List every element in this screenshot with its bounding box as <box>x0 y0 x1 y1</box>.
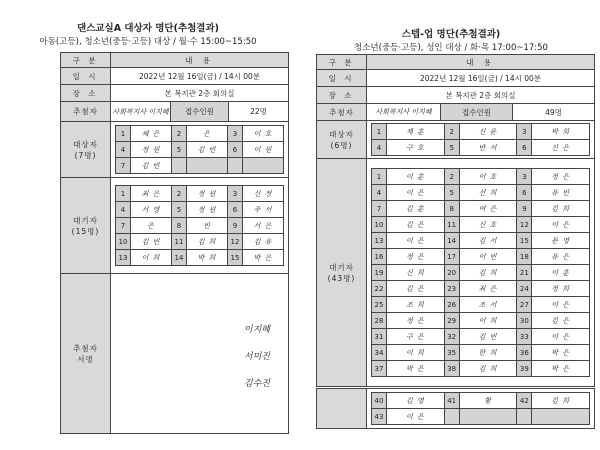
empty-cell <box>459 409 517 425</box>
entry-name: 김 희 <box>187 234 228 250</box>
empty-cell <box>228 158 243 174</box>
left-title: 댄스교실A 대상자 명단(추첨결과) <box>77 23 219 34</box>
left-subtitle: 아동(고등), 청소년(중등·고등) 대상 / 월·수 15:00~15:50 <box>39 37 257 47</box>
grid-row <box>372 169 590 185</box>
entry-number: 34 <box>372 345 387 361</box>
entry-name: 신 호 <box>459 217 517 233</box>
entry-number: 36 <box>517 345 532 361</box>
entry-name: 재 훈 <box>387 124 445 140</box>
entry-name: 김 빈 <box>131 158 172 174</box>
entry-name: 김 서 <box>459 233 517 249</box>
grid-row <box>116 126 284 142</box>
left-place-value: 본 복지관 2층 회의실 <box>111 85 289 102</box>
entry-name: 박 희 <box>187 250 228 266</box>
entry-name: 이 희 <box>387 345 445 361</box>
right-title: 스텝-업 명단(추첨결과) <box>401 29 501 40</box>
grid-row <box>372 265 590 281</box>
entry-number: 22 <box>372 281 387 297</box>
entry-number: 4 <box>116 202 131 218</box>
entry-number: 18 <box>517 249 532 265</box>
entry-number: 1 <box>372 124 387 140</box>
entry-name: 이 희 <box>459 313 517 329</box>
entry-name: 정 희 <box>532 281 590 297</box>
entry-number: 14 <box>444 233 459 249</box>
entry-number: 29 <box>444 313 459 329</box>
right-waiting-grid <box>371 168 590 377</box>
grid-row <box>372 409 590 425</box>
left-drawer-label: 추첨자 <box>61 102 111 122</box>
left-waiting-cell <box>111 178 289 274</box>
entry-name: 박 은 <box>387 361 445 377</box>
entry-name: 정 원 <box>131 142 172 158</box>
grid-row <box>372 249 590 265</box>
entry-name: 유 은 <box>532 249 590 265</box>
entry-name: 이 훈 <box>387 169 445 185</box>
entry-name: 구 은 <box>387 329 445 345</box>
right-date-value: 2022년 12월 16일(금) / 14시 00분 <box>367 70 595 87</box>
right-selected-grid <box>371 123 590 156</box>
entry-name: 주 서 <box>243 202 284 218</box>
entry-number: 38 <box>444 361 459 377</box>
entry-name: 선 희 <box>459 185 517 201</box>
entry-name: 신 은 <box>532 140 590 156</box>
left-date-label: 일 시 <box>61 68 111 85</box>
grid-row <box>116 158 284 174</box>
entry-number: 20 <box>444 265 459 281</box>
grid-row <box>372 185 590 201</box>
entry-number: 12 <box>517 217 532 233</box>
entry-number: 5 <box>172 142 187 158</box>
right-extra-grid <box>371 392 590 425</box>
grid-row <box>372 201 590 217</box>
grid-row <box>116 218 284 234</box>
entry-name: 빈 <box>187 218 228 234</box>
entry-number: 13 <box>372 233 387 249</box>
right-page <box>302 0 600 450</box>
entry-number: 7 <box>116 158 131 174</box>
entry-name: 이 원 <box>243 142 284 158</box>
grid-row <box>372 124 590 140</box>
left-selected-cell <box>111 122 289 178</box>
left-page <box>0 0 296 450</box>
entry-name: 신 정 <box>243 186 284 202</box>
entry-name: 한 희 <box>459 345 517 361</box>
entry-name: 김 빈 <box>187 142 228 158</box>
entry-name: 김 영 <box>387 393 445 409</box>
grid-row <box>116 142 284 158</box>
entry-name: 김 희 <box>459 265 517 281</box>
entry-name: 문 영 <box>532 233 590 249</box>
grid-row <box>372 233 590 249</box>
left-selected-grid <box>115 125 284 174</box>
signature-3: 김수진 <box>243 379 271 389</box>
entry-number: 19 <box>372 265 387 281</box>
entry-name: 여 은 <box>459 201 517 217</box>
entry-name: 김 유 <box>243 234 284 250</box>
left-count-value: 22명 <box>229 102 289 122</box>
right-waiting-label: 대기자 (43명) <box>317 159 367 387</box>
entry-number: 23 <box>444 281 459 297</box>
entry-number: 9 <box>517 201 532 217</box>
entry-number: 1 <box>372 169 387 185</box>
entry-name: 박 희 <box>532 124 590 140</box>
entry-name: 박 은 <box>243 250 284 266</box>
entry-number: 4 <box>116 142 131 158</box>
entry-name: 조 희 <box>387 297 445 313</box>
entry-number: 3 <box>228 126 243 142</box>
entry-number: 40 <box>372 393 387 409</box>
right-subtitle: 청소년(중등·고등), 성인 대상 / 화·목 17:00~17:50 <box>354 43 548 53</box>
right-head-label: 구 분 <box>317 55 367 70</box>
entry-number: 9 <box>228 218 243 234</box>
entry-number: 33 <box>517 329 532 345</box>
entry-name: 이 은 <box>532 217 590 233</box>
entry-number: 25 <box>372 297 387 313</box>
empty-cell <box>172 158 187 174</box>
entry-name: 황 <box>459 393 517 409</box>
right-place-value: 본 복지관 2층 회의실 <box>367 87 595 104</box>
entry-number: 5 <box>444 140 459 156</box>
entry-number: 15 <box>517 233 532 249</box>
empty-cell <box>444 409 459 425</box>
entry-number: 14 <box>172 250 187 266</box>
entry-number: 10 <box>116 234 131 250</box>
entry-name: 서 은 <box>243 218 284 234</box>
entry-name: 최 은 <box>131 186 172 202</box>
left-waiting-label: 대기자 (15명) <box>61 178 111 274</box>
entry-name: 김 빈 <box>131 234 172 250</box>
entry-number: 41 <box>444 393 459 409</box>
entry-number: 21 <box>517 265 532 281</box>
entry-name: 이 은 <box>532 297 590 313</box>
left-place-label: 장 소 <box>61 85 111 102</box>
entry-name: 신 윤 <box>459 124 517 140</box>
grid-row <box>116 186 284 202</box>
grid-row <box>116 202 284 218</box>
entry-name: 조 서 <box>459 297 517 313</box>
entry-number: 10 <box>372 217 387 233</box>
empty-cell <box>243 158 284 174</box>
entry-number: 3 <box>517 169 532 185</box>
entry-name: 이 호 <box>243 126 284 142</box>
right-head-value: 내 용 <box>367 55 595 70</box>
right-selected-label: 대상자 (6명) <box>317 121 367 159</box>
entry-name: 김 빈 <box>459 329 517 345</box>
entry-number: 8 <box>444 201 459 217</box>
grid-row <box>372 393 590 409</box>
entry-name: 정 원 <box>187 202 228 218</box>
entry-name: 정 원 <box>187 186 228 202</box>
entry-number: 39 <box>517 361 532 377</box>
right-extra-table <box>316 388 595 429</box>
left-head-label: 구 분 <box>61 53 111 68</box>
entry-name: 반 서 <box>459 140 517 156</box>
right-extra-cell <box>367 389 595 429</box>
grid-row <box>116 234 284 250</box>
entry-name: 김 훈 <box>387 201 445 217</box>
right-place-label: 장 소 <box>317 87 367 104</box>
left-selected-label: 대상자 (7명) <box>61 122 111 178</box>
entry-name: 이 은 <box>532 329 590 345</box>
grid-row <box>372 281 590 297</box>
right-date-label: 일 시 <box>317 70 367 87</box>
entry-name: 유 빈 <box>532 185 590 201</box>
entry-name: 채 은 <box>131 126 172 142</box>
signature-1: 이지혜 <box>243 325 271 335</box>
entry-number: 31 <box>372 329 387 345</box>
entry-number: 16 <box>372 249 387 265</box>
entry-name: 신 희 <box>387 265 445 281</box>
entry-number: 7 <box>116 218 131 234</box>
empty-cell <box>532 409 590 425</box>
entry-number: 6 <box>517 185 532 201</box>
entry-number: 35 <box>444 345 459 361</box>
entry-name: 정 은 <box>532 169 590 185</box>
entry-number: 6 <box>228 142 243 158</box>
entry-number: 3 <box>228 186 243 202</box>
entry-number: 43 <box>372 409 387 425</box>
entry-number: 32 <box>444 329 459 345</box>
entry-name: 박 은 <box>532 361 590 377</box>
grid-row <box>372 345 590 361</box>
entry-name: 이 은 <box>387 233 445 249</box>
entry-number: 13 <box>116 250 131 266</box>
entry-number: 30 <box>517 313 532 329</box>
entry-name: 최 은 <box>459 281 517 297</box>
entry-number: 2 <box>444 124 459 140</box>
grid-row <box>116 250 284 266</box>
entry-number: 5 <box>444 185 459 201</box>
entry-name: 정 은 <box>387 249 445 265</box>
entry-number: 4 <box>372 140 387 156</box>
left-form-table <box>60 52 289 434</box>
entry-name: 김 은 <box>532 313 590 329</box>
right-drawer-value: 사회복지사 이지혜 <box>367 104 441 121</box>
left-drawer-value: 사회복지사 이지혜 <box>111 102 171 122</box>
left-sign-cell <box>111 274 289 434</box>
entry-name: 이 빈 <box>459 249 517 265</box>
entry-number: 1 <box>116 126 131 142</box>
entry-number: 26 <box>444 297 459 313</box>
entry-name: 이 은 <box>387 409 445 425</box>
grid-row <box>372 313 590 329</box>
grid-row <box>372 361 590 377</box>
entry-number: 37 <box>372 361 387 377</box>
entry-number: 1 <box>116 186 131 202</box>
entry-name: 김 은 <box>387 217 445 233</box>
entry-name: 은 <box>131 218 172 234</box>
entry-name: 이 훈 <box>532 265 590 281</box>
entry-number: 11 <box>172 234 187 250</box>
entry-name: 김 희 <box>459 361 517 377</box>
right-extra-label <box>317 389 367 429</box>
grid-row <box>372 329 590 345</box>
entry-number: 24 <box>517 281 532 297</box>
entry-name: 박 은 <box>532 345 590 361</box>
entry-name: 김 희 <box>532 393 590 409</box>
right-selected-cell <box>367 121 595 159</box>
left-date-value: 2022년 12월 16일(금) / 14시 00분 <box>111 68 289 85</box>
left-head-value: 내 용 <box>111 53 289 68</box>
right-form-table <box>316 54 595 387</box>
entry-number: 2 <box>172 186 187 202</box>
entry-number: 2 <box>172 126 187 142</box>
grid-row <box>372 297 590 313</box>
entry-number: 12 <box>228 234 243 250</box>
entry-number: 27 <box>517 297 532 313</box>
entry-number: 7 <box>372 201 387 217</box>
left-waiting-grid <box>115 185 284 266</box>
entry-name: 이 호 <box>459 169 517 185</box>
right-count-value: 49명 <box>513 104 595 121</box>
entry-number: 6 <box>517 140 532 156</box>
entry-number: 2 <box>444 169 459 185</box>
entry-name: 김 희 <box>532 201 590 217</box>
right-waiting-cell <box>367 159 595 387</box>
right-drawer-label: 추첨자 <box>317 104 367 121</box>
entry-number: 4 <box>372 185 387 201</box>
entry-number: 6 <box>228 202 243 218</box>
left-count-label: 접수인원 <box>171 102 229 122</box>
left-sign-label: 추첨자 서명 <box>61 274 111 434</box>
entry-name: 구 호 <box>387 140 445 156</box>
entry-number: 11 <box>444 217 459 233</box>
entry-number: 3 <box>517 124 532 140</box>
signature-2: 서미진 <box>243 352 271 362</box>
entry-number: 17 <box>444 249 459 265</box>
entry-number: 28 <box>372 313 387 329</box>
entry-name: 서 영 <box>131 202 172 218</box>
entry-name: 김 은 <box>387 281 445 297</box>
entry-number: 8 <box>172 218 187 234</box>
entry-number: 15 <box>228 250 243 266</box>
entry-name: 이 은 <box>387 185 445 201</box>
entry-name: 정 은 <box>387 313 445 329</box>
grid-row <box>372 140 590 156</box>
empty-cell <box>187 158 228 174</box>
empty-cell <box>517 409 532 425</box>
right-count-label: 접수인원 <box>441 104 513 121</box>
grid-row <box>372 217 590 233</box>
entry-number: 5 <box>172 202 187 218</box>
entry-name: 이 희 <box>131 250 172 266</box>
entry-name: 은 <box>187 126 228 142</box>
entry-number: 42 <box>517 393 532 409</box>
